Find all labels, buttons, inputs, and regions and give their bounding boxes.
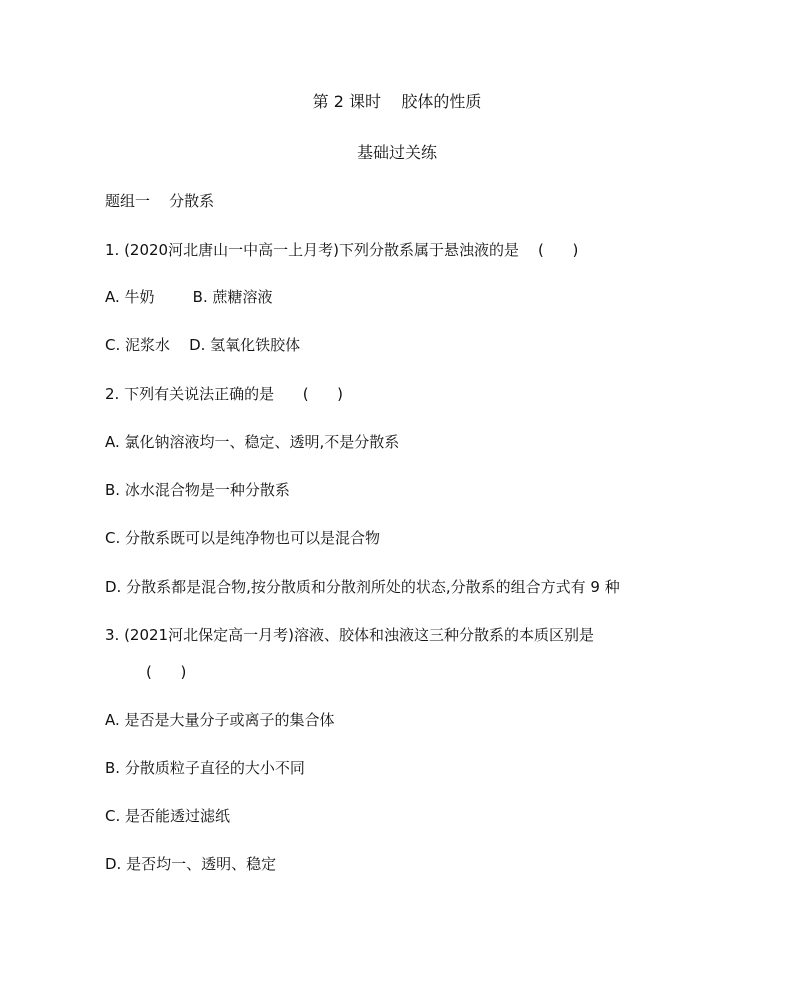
- question-3-bracket: ( ): [146, 663, 187, 681]
- question-2-option-d: D. 分散系都是混合物,按分散质和分散剂所处的状态,分散系的组合方式有 9 种: [105, 578, 620, 596]
- question-3-option-d: D. 是否均一、透明、稳定: [105, 855, 277, 873]
- question-1-options-ab: A. 牛奶 B. 蔗糖溶液: [105, 288, 273, 306]
- exercise-subtitle: 基础过关练: [356, 143, 437, 162]
- question-3-option-a: A. 是否是大量分子或离子的集合体: [105, 711, 335, 729]
- question-2-option-a: A. 氯化钠溶液均一、稳定、透明,不是分散系: [105, 433, 400, 451]
- lesson-title: 第 2 课时 胶体的性质: [312, 92, 482, 111]
- question-3-stem: 3. (2021河北保定高一月考)溶液、胶体和浊液这三种分散系的本质区别是: [105, 626, 594, 644]
- question-2-option-b: B. 冰水混合物是一种分散系: [105, 481, 290, 499]
- question-3-option-b: B. 分散质粒子直径的大小不同: [105, 759, 305, 777]
- question-2-option-c: C. 分散系既可以是纯净物也可以是混合物: [105, 529, 381, 547]
- question-2-stem: 2. 下列有关说法正确的是 ( ): [105, 385, 344, 403]
- section-heading: 题组一 分散系: [105, 192, 215, 210]
- question-1-stem: 1. (2020河北唐山一中高一上月考)下列分散系属于悬浊液的是 ( ): [105, 241, 579, 259]
- question-3-option-c: C. 是否能透过滤纸: [105, 807, 231, 825]
- question-1-options-cd: C. 泥浆水 D. 氢氧化铁胶体: [105, 336, 301, 354]
